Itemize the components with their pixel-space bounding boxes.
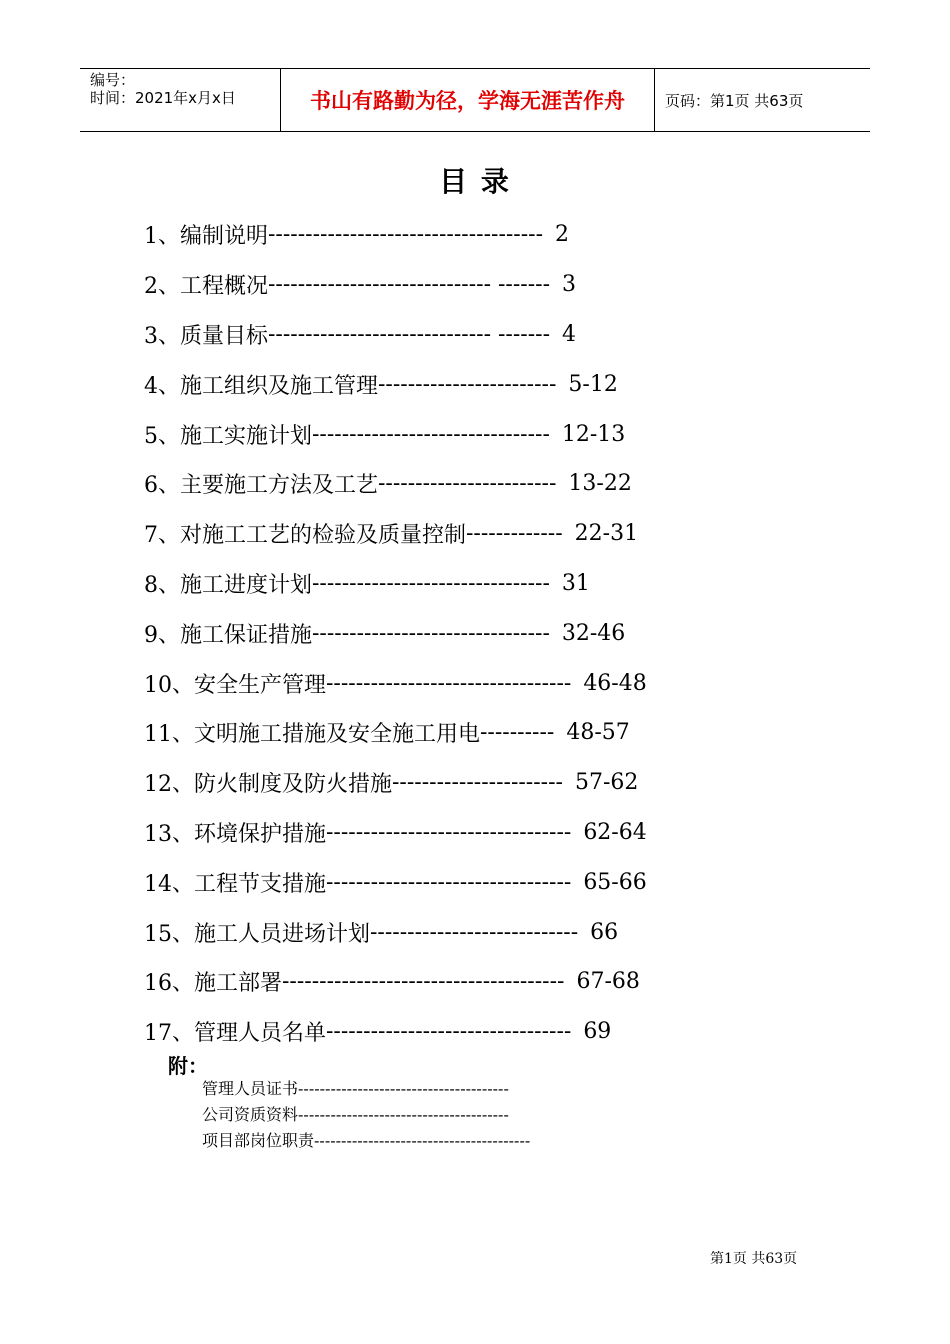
toc-entry-leader: ---------------------------------	[326, 869, 572, 895]
toc-entry[interactable]	[144, 210, 764, 260]
toc-entry[interactable]	[144, 907, 764, 957]
toc-entry-label: 10、安全生产管理	[144, 672, 326, 698]
toc-entry-page: 4	[562, 321, 577, 347]
toc-entry-page: 66	[590, 919, 619, 945]
document-date: 时间：2021年x月x日	[90, 89, 236, 107]
toc-entry-label: 9、施工保证措施	[144, 622, 312, 648]
appendix-item: 公司资质资料---------------------------------------	[202, 1105, 509, 1124]
toc-entry-label: 2、工程概况	[144, 274, 268, 300]
toc-entry[interactable]	[144, 708, 764, 758]
toc-entry-leader: --------------------------------	[312, 620, 550, 646]
toc-entry-label: 1、编制说明	[144, 224, 268, 250]
toc-entry[interactable]	[144, 559, 764, 609]
toc-entry-page: 62-64	[583, 819, 647, 845]
toc-entry-label: 8、施工进度计划	[144, 572, 312, 598]
toc-entry[interactable]	[144, 509, 764, 559]
toc-entry-page: 22-31	[574, 521, 639, 547]
toc-entry-page: 57-62	[574, 770, 639, 796]
toc-entry-leader: --------------------------------	[312, 570, 550, 596]
toc-entry-leader: ------------------------------ -------	[268, 272, 551, 298]
appendix-item: 项目部岗位职责----------------------------------------	[202, 1131, 531, 1150]
toc-entry-leader: ---------------------------------	[326, 819, 572, 845]
toc-entry-label: 5、施工实施计划	[144, 423, 312, 449]
header-motto: 书山有路勤为径，学海无涯苦作舟	[281, 69, 655, 131]
toc-entry[interactable]	[144, 1007, 764, 1057]
toc-entry[interactable]	[144, 808, 764, 858]
toc-entry-page: 48-57	[566, 720, 630, 746]
toc-entry-page: 46-48	[583, 670, 647, 696]
toc-entry[interactable]	[144, 310, 764, 360]
toc-entry-label: 16、施工部署	[144, 971, 282, 997]
toc-entry-page: 2	[555, 222, 570, 248]
toc-entry-leader: -------------	[466, 521, 563, 547]
toc-entry-page: 67-68	[576, 969, 640, 995]
header-meta	[80, 69, 281, 131]
toc-entry[interactable]	[144, 359, 764, 409]
toc-entry[interactable]	[144, 608, 764, 658]
toc-entry[interactable]	[144, 409, 764, 459]
toc-entry[interactable]	[144, 758, 764, 808]
appendix-list	[202, 1076, 622, 1154]
toc-entry-page: 32-46	[561, 620, 626, 646]
toc-entry-page: 65-66	[583, 869, 647, 895]
toc-entry-page: 31	[561, 570, 590, 596]
toc-entry-page: 69	[583, 1019, 612, 1045]
page-footer: 第1页 共63页	[710, 1251, 798, 1267]
toc-entry-leader: ----------	[480, 720, 555, 746]
toc-entry-label: 11、文明施工措施及安全施工用电	[144, 722, 480, 748]
toc-entry-page: 5-12	[568, 371, 618, 397]
toc-entry-leader: --------------------------------------	[282, 969, 565, 995]
toc-entry-leader: ------------------------	[378, 371, 557, 397]
toc-entry-label: 6、主要施工方法及工艺	[144, 473, 378, 499]
toc-entry-label: 7、对施工工艺的检验及质量控制	[144, 523, 466, 549]
page-header	[80, 68, 870, 132]
toc-entry[interactable]	[144, 957, 764, 1007]
toc-entry[interactable]	[144, 459, 764, 509]
toc-entry-leader: ----------------------------	[370, 919, 579, 945]
header-page-info: 页码：第1页 共63页	[665, 91, 804, 110]
toc-entry[interactable]	[144, 658, 764, 708]
toc-entry[interactable]	[144, 260, 764, 310]
toc-entry-page: 13-22	[568, 471, 632, 497]
toc-entry-label: 3、质量目标	[144, 323, 268, 349]
document-number-label: 编号：	[90, 71, 136, 89]
toc-entry-leader: ------------------------------ -------	[268, 321, 551, 347]
toc-entry-leader: ---------------------------------	[326, 670, 572, 696]
toc-entry-page: 12-13	[561, 421, 626, 447]
table-of-contents	[144, 210, 764, 1057]
toc-entry-label: 14、工程节支措施	[144, 871, 326, 897]
toc-entry-leader: -------------------------------------	[268, 222, 544, 248]
toc-entry-leader: --------------------------------	[312, 421, 550, 447]
toc-entry-leader: -----------------------	[392, 770, 563, 796]
toc-entry-label: 13、环境保护措施	[144, 821, 326, 847]
toc-entry[interactable]	[144, 857, 764, 907]
page-title: 目 录	[439, 165, 511, 198]
toc-entry-leader: ------------------------	[378, 471, 557, 497]
toc-entry-page: 3	[562, 272, 577, 298]
appendix-heading: 附：	[168, 1054, 208, 1078]
toc-entry-label: 17、管理人员名单	[144, 1021, 326, 1047]
toc-entry-label: 4、施工组织及施工管理	[144, 373, 378, 399]
appendix-item: 管理人员证书---------------------------------------	[202, 1079, 509, 1098]
toc-entry-label: 12、防火制度及防火措施	[144, 772, 392, 798]
toc-entry-label: 15、施工人员进场计划	[144, 921, 370, 947]
toc-entry-leader: ---------------------------------	[326, 1019, 572, 1045]
